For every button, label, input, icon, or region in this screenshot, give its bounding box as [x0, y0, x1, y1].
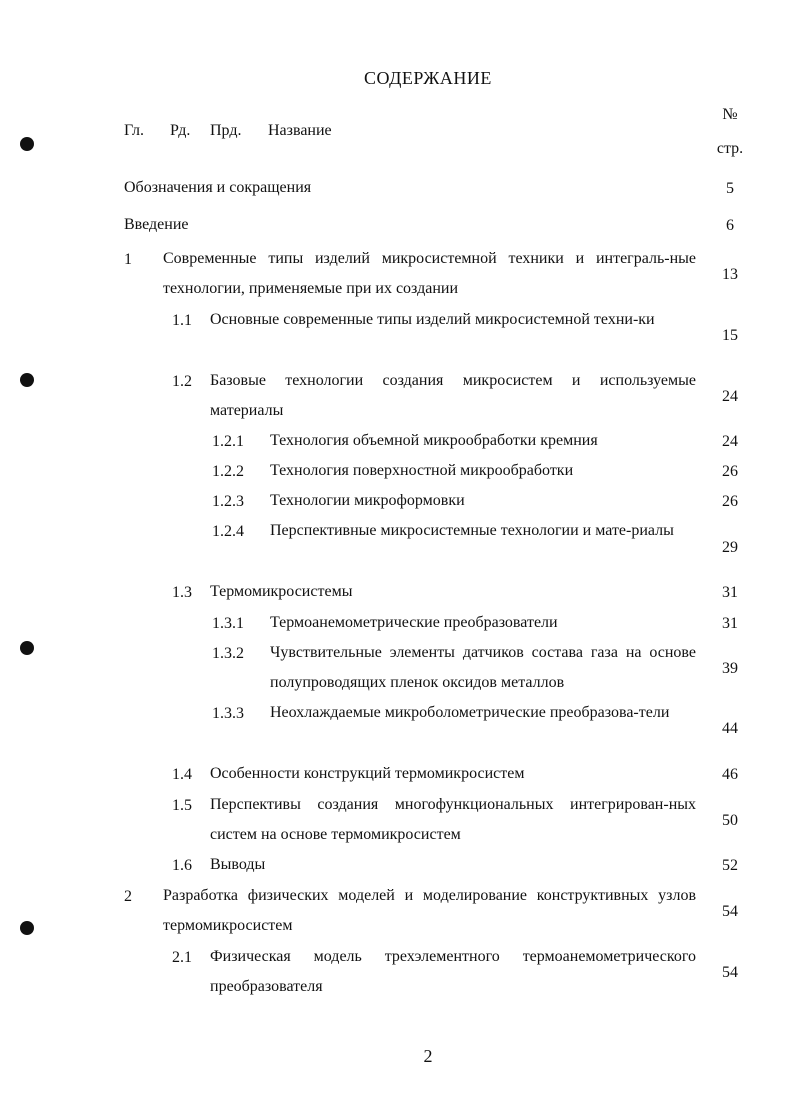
- toc-entry-page: 13: [722, 266, 738, 283]
- toc-entry-page: 31: [722, 584, 738, 601]
- toc-entry-page: 54: [722, 903, 738, 920]
- page-title: СОДЕРЖАНИЕ: [364, 68, 492, 88]
- toc-entry-title: Современные типы изделий микросистемной техники и интеграль-ные технологии, применяемые при их создании: [163, 250, 696, 297]
- toc-entry-page: 29: [722, 539, 738, 556]
- binder-hole-marker: [20, 641, 34, 655]
- toc-entry-number: 1.5: [172, 797, 192, 814]
- toc-entry-title: Перспективы создания многофункциональных интегрирован-ных систем на основе термомикросистем: [210, 796, 696, 843]
- toc-entry-page: 26: [722, 493, 738, 510]
- binder-hole-marker: [20, 137, 34, 151]
- toc-entry-title: Выводы: [210, 856, 266, 873]
- toc-entry-title: Физическая модель трехэлементного термоанемометрического преобразователя: [210, 948, 696, 995]
- toc-entry-number: 1.2.3: [212, 493, 244, 510]
- toc-entry-number: 1.1: [172, 312, 192, 329]
- toc-entry-page: 24: [722, 388, 738, 405]
- toc-entry-page: 52: [722, 857, 738, 874]
- toc-entry-number: 2.1: [172, 949, 192, 966]
- toc-entry-page: 31: [722, 615, 738, 632]
- toc-entry-number: 1.3.1: [212, 615, 244, 632]
- toc-entry-page: 26: [722, 463, 738, 480]
- toc-entry-page: 15: [722, 327, 738, 344]
- toc-entry-page: 54: [722, 964, 738, 981]
- toc-entry-number: 1.2.2: [212, 463, 244, 480]
- toc-entry-title: Введение: [124, 216, 189, 233]
- toc-entry-page: 5: [726, 180, 734, 197]
- header-section: Рд.: [170, 122, 191, 139]
- toc-entry-title: Неохлаждаемые микроболометрические преобразова-тели: [270, 704, 670, 721]
- toc-entry-title: Базовые технологии создания микросистем и используемые материалы: [210, 372, 696, 419]
- toc-entry-number: 1: [124, 251, 132, 268]
- header-subsection: Прд.: [210, 122, 242, 139]
- header-name: Название: [268, 122, 332, 139]
- toc-entry-page: 46: [722, 766, 738, 783]
- header-chapter: Гл.: [124, 122, 145, 139]
- toc-entry-title: Основные современные типы изделий микросистемной техни-ки: [210, 311, 655, 328]
- toc-entry-title: Термомикросистемы: [210, 583, 353, 600]
- toc-entry-number: 1.2.4: [212, 523, 244, 540]
- toc-entry-number: 2: [124, 888, 132, 905]
- toc-entry-number: 1.3: [172, 584, 192, 601]
- toc-entry-title: Обозначения и сокращения: [124, 179, 312, 196]
- toc-entry-title: Разработка физических моделей и моделирование конструктивных узлов термомикросистем: [163, 887, 696, 934]
- toc-entry-title: Чувствительные элементы датчиков состава газа на основе полупроводящих пленок оксидов металлов: [270, 644, 696, 691]
- toc-entry-page: 44: [722, 720, 738, 737]
- toc-entry-page: 39: [722, 660, 738, 677]
- binder-hole-marker: [20, 921, 34, 935]
- toc-entry-number: 1.2.1: [212, 433, 244, 450]
- toc-entry-number: 1.2: [172, 373, 192, 390]
- header-number-sign: №: [722, 106, 738, 123]
- toc-entry-page: 50: [722, 812, 738, 829]
- toc-entry-title: Особенности конструкций термомикросистем: [210, 765, 525, 782]
- toc-entry-title: Технологии микроформовки: [270, 492, 465, 509]
- toc-entry-title: Технология объемной микрообработки кремния: [270, 432, 598, 449]
- page-number: 2: [423, 1046, 433, 1066]
- toc-entry-number: 1.6: [172, 857, 192, 874]
- header-page: стр.: [716, 140, 744, 157]
- toc-entry-page: 24: [722, 433, 738, 450]
- toc-entry-number: 1.3.2: [212, 645, 244, 662]
- toc-entry-number: 1.4: [172, 766, 192, 783]
- toc-entry-number: 1.3.3: [212, 705, 244, 722]
- binder-hole-marker: [20, 373, 34, 387]
- toc-entry-title: Термоанемометрические преобразователи: [270, 614, 558, 631]
- toc-entry-page: 6: [726, 217, 734, 234]
- toc-entry-title: Технология поверхностной микрообработки: [270, 462, 574, 479]
- toc-entry-title: Перспективные микросистемные технологии и мате-риалы: [270, 522, 674, 539]
